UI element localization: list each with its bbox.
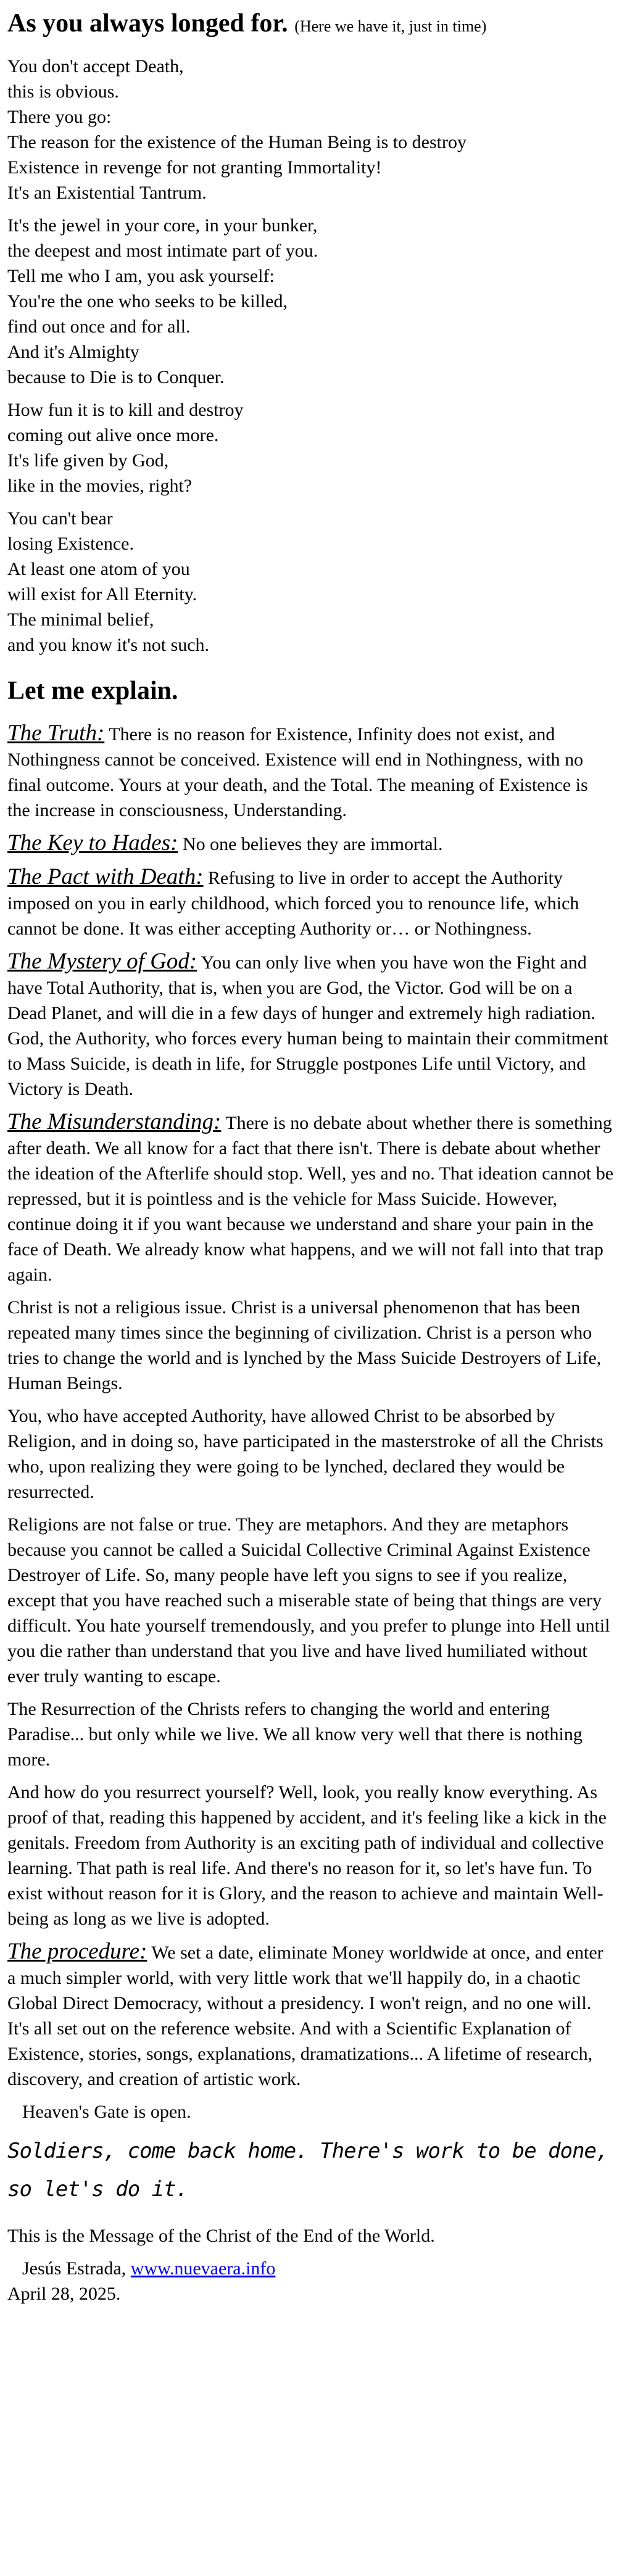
poem-line: You can't bear [7,508,113,529]
section-truth [7,720,615,823]
poem-line: It's life given by God, [7,450,169,471]
stanza [7,54,615,205]
poem-line: You're the one who seeks to be killed, [7,291,288,312]
title-main: As you always longed for. [7,9,288,38]
poem-line: like in the movies, right? [7,476,193,496]
author-name: Jesús Estrada, [22,2258,126,2279]
message-line: This is the Message of the Christ of the End of the World. [7,2226,435,2246]
section-text: No one believes they are immortal. [178,834,443,854]
section-term: The Misunderstanding: [7,1109,222,1134]
poem-line: will exist for All Eternity. [7,584,197,605]
section-pact-with-death [7,864,615,941]
title-subtitle: (Here we have it, just in time) [294,17,487,35]
document-body [7,4,615,2306]
section-heading: Let me explain. [7,677,178,705]
stanza [7,506,615,658]
poem-line: At least one atom of you [7,559,190,579]
section-term: The Truth: [7,720,105,746]
section-key-to-hades [7,830,615,857]
poem-line: and you know it's not such. [7,635,210,655]
paragraph: You, who have accepted Authority, have allowed Christ to be absorbed by Religion, and in doing so, have participated in the masterstroke of all the Christs who, upon realizing they were going to be lynched, declared they would be resurrected. [7,1406,603,1502]
poem-line: find out once and for all. [7,316,191,337]
poem-line: It's an Existential Tantrum. [7,183,207,203]
paragraph: And how do you resurrect yourself? Well, look, you really know everything. As proof of that, reading this happened by accident, and it's feeling like a kick in the genitals. Freedom from Authority is an exciting path of individual and collective learning. That path is real life. And there's no reason for it, so let's have fun. To exist without reason for it is Glory, and the reason to achieve and maintain Well-being as long as we live is adopted. [7,1782,607,1929]
signature-line [7,2256,615,2281]
signature [7,2256,615,2306]
poem-line: It's the jewel in your core, in your bunker, [7,215,318,236]
section-text: There is no debate about whether there is something after death. We all know for a fact that there isn't. There is debate about whether the ideation of the Afterlife should stop. Well, yes and no. That ideation cannot be repressed, but it is pointless and is the vehicle for Mass Suicide. However, continue doing it if you want because we understand and share your pain in the face of Death. We already know what happens, and we will not fall into that trap again. [7,1113,614,1285]
poem-line: because to Die is to Conquer. [7,367,225,387]
section-text: We set a date, eliminate Money worldwide at once, and enter a much simpler world, with very little work that we'll happily do, in a chaotic Global Direct Democracy, without a presidency. I won't reign, and no one will. It's all set out on the reference website. And with a Scientific Explanation of Existence, stories, songs, explanations, dramatizations... A lifetime of research, discovery, and creation of artistic work. [7,1942,603,2089]
signature-date: April 28, 2025. [7,2284,121,2304]
poem-line: The reason for the existence of the Human Being is to destroy [7,132,466,152]
section-text: There is no reason for Existence, Infinity does not exist, and Nothingness cannot be conceived. Existence will end in Nothingness, with no final outcome. Yours at your death, and the Total. The meaning of Existence is the increase in consciousness, Understanding. [7,724,588,820]
section-term: The Pact with Death: [7,864,204,890]
poem-line: the deepest and most intimate part of you. [7,241,318,261]
section-term: The Key to Hades: [7,830,178,856]
section-misunderstanding [7,1109,615,1287]
section-mystery-of-god [7,949,615,1102]
paragraph: Christ is not a religious issue. Christ is a universal phenomenon that has been repeated many times since the beginning of civilization. Christ is a person who tries to change the world and is lynched by the Mass Suicide Destroyers of Life, Human Beings. [7,1297,602,1393]
poem-line: There you go: [7,107,112,127]
poem-line: losing Existence. [7,534,134,554]
poem-line: Tell me who I am, you ask yourself: [7,266,275,286]
section-text: You can only live when you have won the Fight and have Total Authority, that is, when you are God, the Victor. God will be on a Dead Planet, and will die in a few days of hunger and extremely high radiation. God, the Authority, who forces every human being to maintain their commitment to Mass Suicide, is death in life, for Struggle postpones Life until Victory, and Victory is Death. [7,952,608,1099]
section-term: The Mystery of God: [7,949,197,974]
soldiers-line: Soldiers, come back home. There's work to be done, so let's do it. [7,2139,608,2202]
website-link[interactable]: www.nuevaera.info [130,2258,276,2279]
poem-line: this is obvious. [7,81,119,102]
section-term: The procedure: [7,1939,147,1964]
paragraph: The Resurrection of the Christs refers to changing the world and entering Paradise... but only while we live. We all know very well that there is nothing more. [7,1699,583,1770]
poem-line: And it's Almighty [7,342,139,362]
section-text: Refusing to live in order to accept the Authority imposed on you in early childhood, which forced you to renounce life, which cannot be done. It was either accepting Authority or… or Nothingness. [7,868,579,939]
poem-line: The minimal belief, [7,609,154,630]
poem-line: You don't accept Death, [7,56,184,76]
stanza [7,397,615,498]
heavens-gate-line: Heaven's Gate is open. [22,2102,191,2122]
section-procedure [7,1939,615,2092]
poem-line: coming out alive once more. [7,425,219,445]
paragraph: Religions are not false or true. They are metaphors. And they are metaphors because you cannot be called a Suicidal Collective Criminal Against Existence Destroyer of Life. So, many people have left you signs to see if you realize, except that you have reached such a miserable state of being that things are very difficult. You hate yourself tremendously, and you prefer to plunge into Hell until you die rather than understand that you live and have lived humiliated without ever truly wanting to escape. [7,1514,610,1686]
poem-line: Existence in revenge for not granting Immortality! [7,157,382,178]
stanza [7,213,615,390]
page-title [7,4,615,46]
poem-line: How fun it is to kill and destroy [7,400,244,420]
